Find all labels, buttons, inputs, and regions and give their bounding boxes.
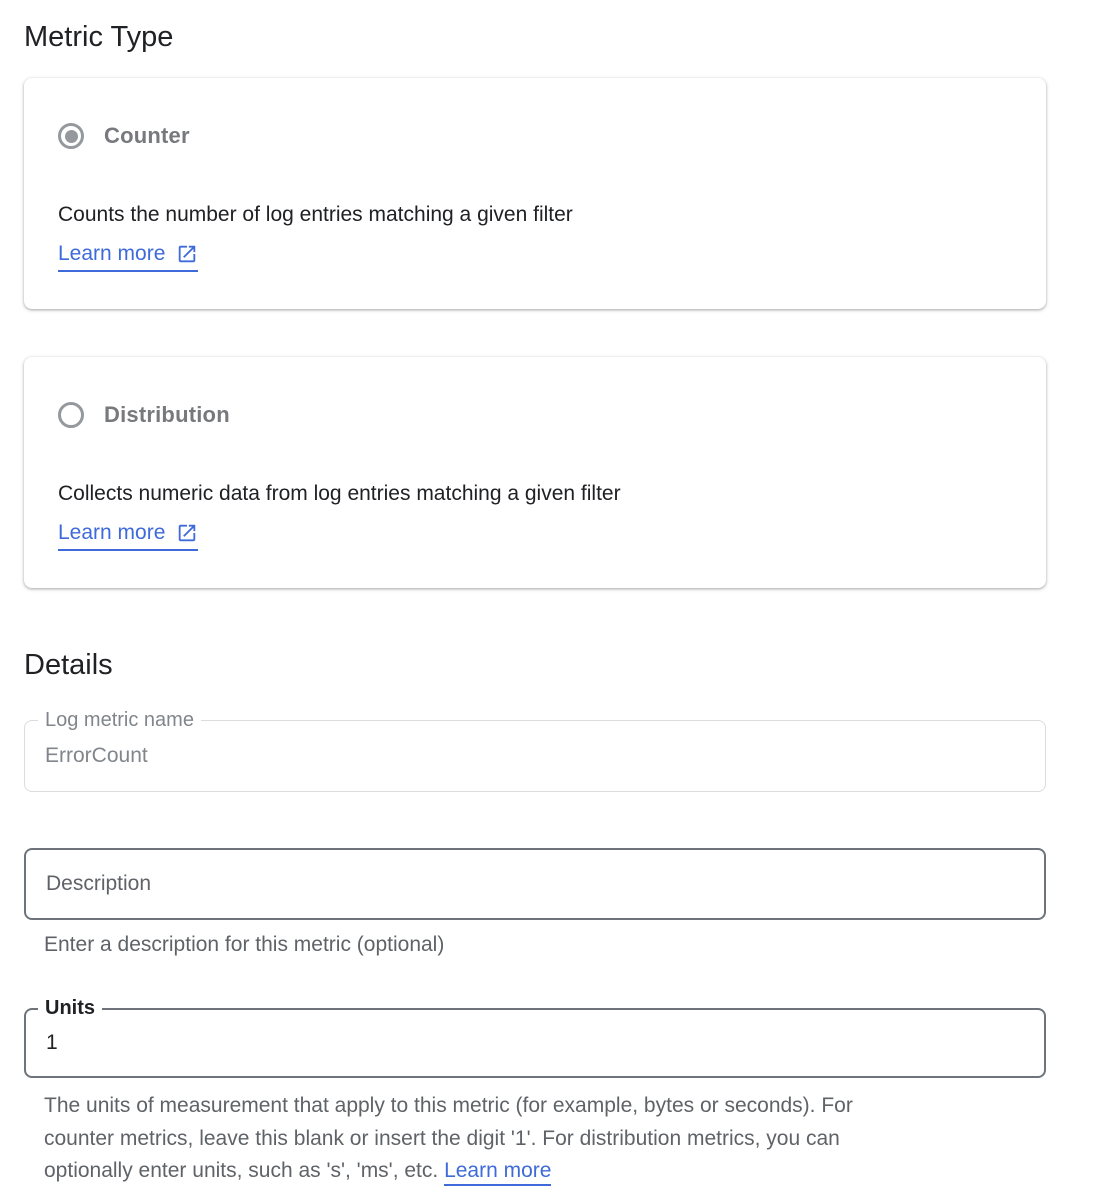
distribution-option-card [24,357,1046,588]
units-helper-line [44,1155,1046,1188]
open-in-new-icon [176,243,198,265]
distribution-learn-more-link[interactable] [58,521,198,551]
units-input[interactable] [24,1008,1046,1078]
details-heading: Details [24,649,113,681]
radio-distribution-label: Distribution [104,402,230,427]
radio-counter-label: Counter [104,123,190,148]
learn-more-label: Learn more [58,242,166,265]
log-metric-name-field [24,709,1046,792]
open-in-new-icon [176,522,198,544]
radio-dot [65,130,78,143]
radio-unselected-icon [58,402,84,428]
units-label: Units [38,998,102,1019]
units-learn-more-link[interactable]: Learn more [444,1159,551,1186]
units-field [24,997,1046,1078]
units-helper-line-text: optionally enter units, such as 's', 'ms', etc. [44,1159,439,1182]
description-input[interactable] [24,848,1046,920]
counter-learn-more-link[interactable] [58,242,198,272]
radio-counter[interactable] [58,123,1010,149]
learn-more-label: Learn more [58,521,166,544]
units-helper-text [44,1090,1046,1188]
metric-type-heading: Metric Type [24,21,174,53]
units-helper-line: The units of measurement that apply to this metric (for example, bytes or seconds). For [44,1094,853,1117]
counter-description: Counts the number of log entries matching a given filter [58,203,573,226]
description-helper-text: Enter a description for this metric (optional) [44,933,445,956]
counter-option-card [24,78,1046,309]
log-metric-name-label: Log metric name [38,710,201,731]
units-helper-line: counter metrics, leave this blank or insert the digit '1'. For distribution metrics, you can [44,1126,840,1150]
radio-distribution[interactable] [58,402,1010,428]
distribution-description: Collects numeric data from log entries matching a given filter [58,482,621,505]
radio-selected-icon [58,123,84,149]
description-field [24,848,1046,920]
create-metric-form [24,0,1046,1188]
